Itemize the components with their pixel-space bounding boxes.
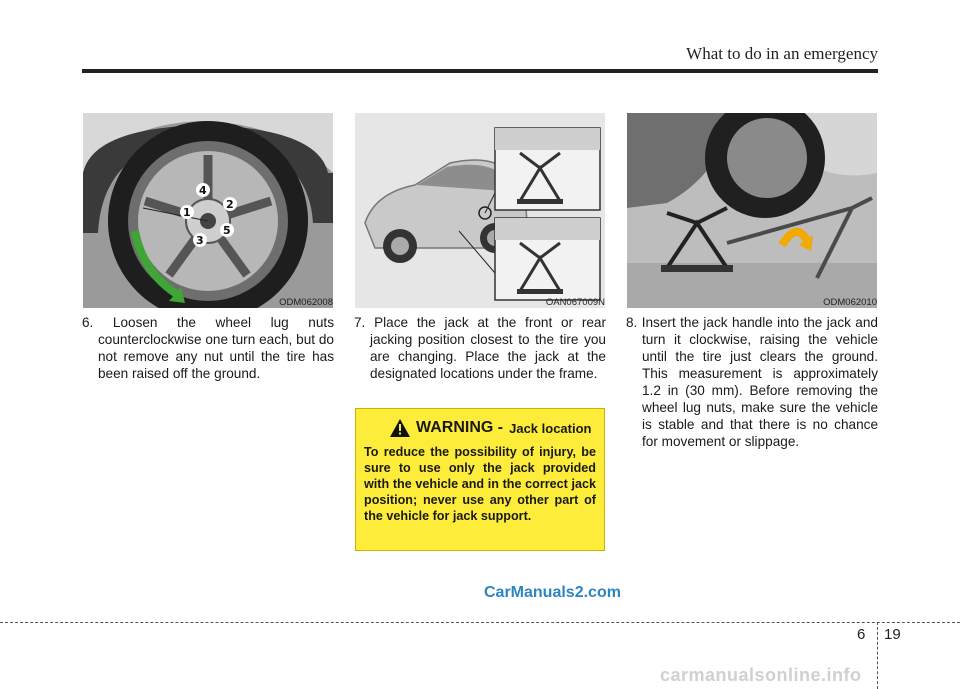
figure-code: ODM062008	[279, 297, 333, 308]
lug-number-2: 2	[226, 198, 234, 211]
section-title: What to do in an emergency	[686, 44, 878, 63]
figure-code: OAN067009N	[545, 297, 605, 308]
site-watermark: carmanualsonline.info	[660, 665, 862, 685]
warning-header	[390, 419, 596, 437]
footer-rule	[0, 622, 960, 623]
jack-position-figure	[355, 113, 605, 308]
jack-handle-figure	[627, 113, 877, 308]
figure-code: ODM062010	[823, 297, 877, 308]
warning-subtitle: Jack location	[509, 420, 592, 436]
page-number: 19	[884, 626, 901, 643]
warning-title: WARNING -	[416, 419, 504, 436]
step-7-text: 7. Place the jack at the front or rear jacking position closest to the tire you are changing. Place the jack at the designated locations under the frame.	[354, 315, 606, 381]
step-8-text: 8. Insert the jack handle into the jack and turn it clockwise, raising the vehicle until the tire just clears the ground. This measurement is approximately 1.2 in (30 mm). Before removing the wheel lug nuts, make sure the vehicle is stable and that there is no chance for movement or slippage.	[626, 315, 878, 449]
chapter-number: 6	[857, 626, 866, 643]
lug-number-4: 4	[199, 184, 207, 197]
page-number-divider	[877, 622, 878, 689]
warning-box	[355, 408, 605, 551]
watermark-link[interactable]: CarManuals2.com	[484, 584, 621, 601]
warning-text: To reduce the possibility of injury, be sure to use only the jack provided with the vehicle and in the correct jack position; never use any other part of the vehicle for jack support.	[364, 445, 596, 523]
lug-number-3: 3	[196, 234, 204, 247]
step-6-text: 6. Loosen the wheel lug nuts counterclockwise one turn each, but do not remove any nut until the tire has been raised off the ground.	[82, 315, 334, 381]
lug-number-5: 5	[223, 224, 231, 237]
warning-triangle-icon	[390, 419, 410, 437]
lug-number-1: 1	[183, 206, 191, 219]
wheel-lug-nut-figure	[83, 113, 333, 308]
header-rule	[82, 69, 878, 73]
